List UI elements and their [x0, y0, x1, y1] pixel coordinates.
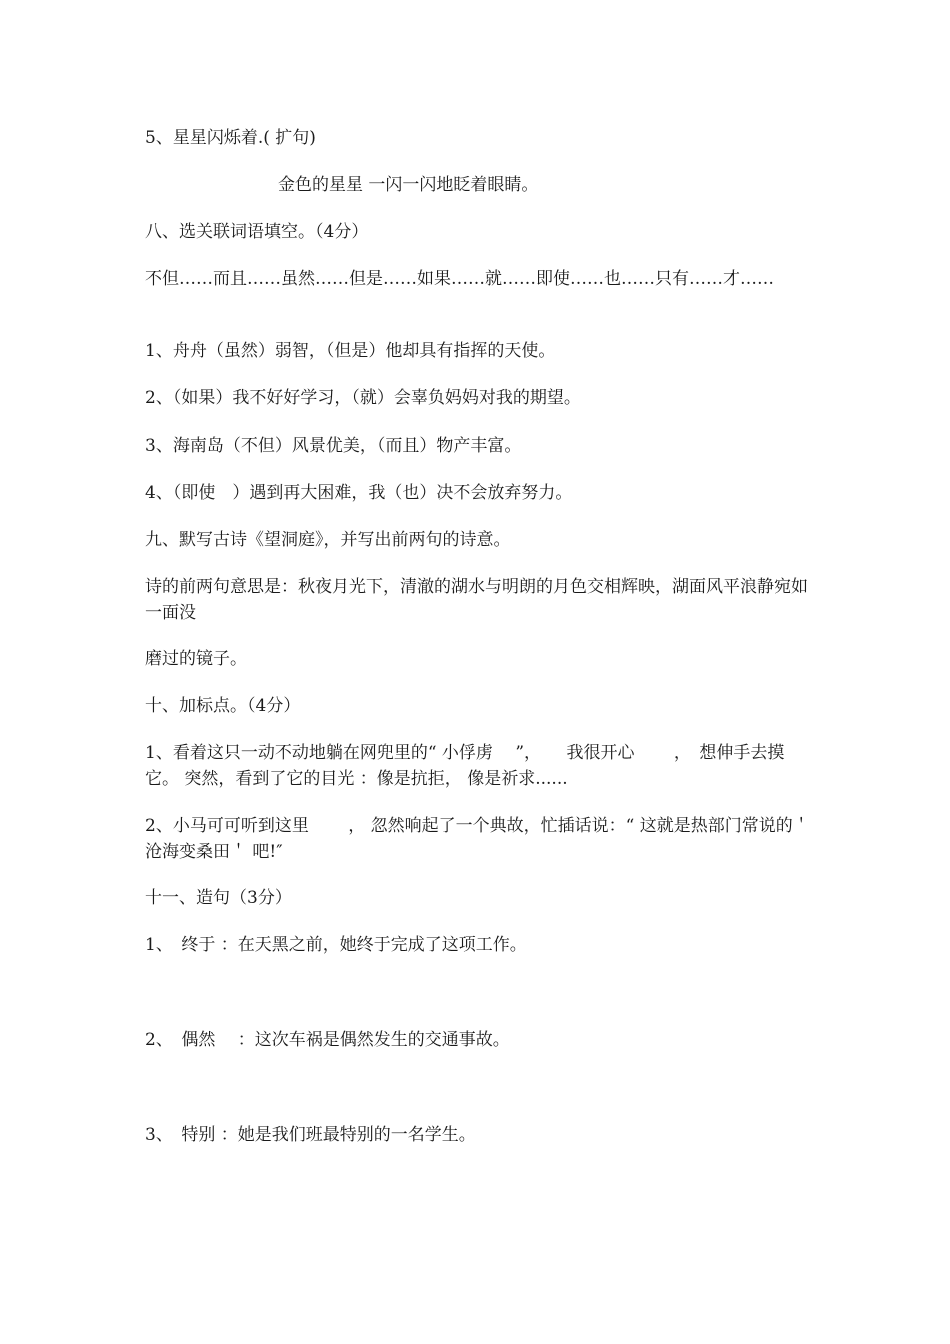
punctuation-item-1: 1、看着这只一动不动地躺在网兜里的“ 小俘虏 ”， 我很开心 ， 想伸手去摸它。 突然，看到了它的目光 ：像是抗拒， 像是祈求......	[145, 743, 785, 789]
question-expand-sentence: 5、星星闪烁着.( 扩句)	[145, 128, 316, 148]
poem-meaning: 诗的前两句意思是：秋夜月光下，清澈的湖水与明朗的月色交相辉映，湖面风平浪静宛如一面没	[145, 577, 808, 623]
answer-expand-sentence: 金色的星星 一闪一闪地眨着眼睛。	[278, 175, 539, 195]
sentence-item-3: 3、 特别 ：她是我们班最特别的一名学生。	[145, 1125, 476, 1145]
conjunction-item-3: 3、海南岛（不但）风景优美，（而且）物产丰富。	[145, 436, 522, 456]
sentence-item-2: 2、 偶然 ：这次车祸是偶然发生的交通事故。	[145, 1030, 510, 1050]
conjunction-item-1: 1、舟舟（虽然）弱智，（但是）他却具有指挥的天使。	[145, 341, 556, 361]
conjunction-options: 不但……而且……虽然……但是……如果……就……即使……也……只有……才……	[145, 269, 774, 289]
section-11-heading: 十一、造句（3分）	[145, 888, 292, 908]
conjunction-item-4: 4、（即使 ）遇到再大困难，我（也）决不会放弃努力。	[145, 483, 573, 503]
section-9-heading: 九、默写古诗《望洞庭》，并写出前两句的诗意。	[145, 530, 511, 550]
section-8-heading: 八、选关联词语填空。（4分）	[145, 222, 369, 242]
poem-meaning-continued: 磨过的镜子。	[145, 649, 247, 669]
sentence-item-1: 1、 终于 ：在天黑之前，她终于完成了这项工作。	[145, 935, 527, 955]
punctuation-item-2: 2、小马可可听到这里 ， 忽然响起了一个典故，忙插话说：“ 这就是热部门常说的＇沧海变桑田＇ 吧!″	[145, 816, 810, 862]
section-10-heading: 十、加标点。（4分）	[145, 696, 301, 716]
conjunction-item-2: 2、（如果）我不好好学习，（就）会辜负妈妈对我的期望。	[145, 388, 581, 408]
